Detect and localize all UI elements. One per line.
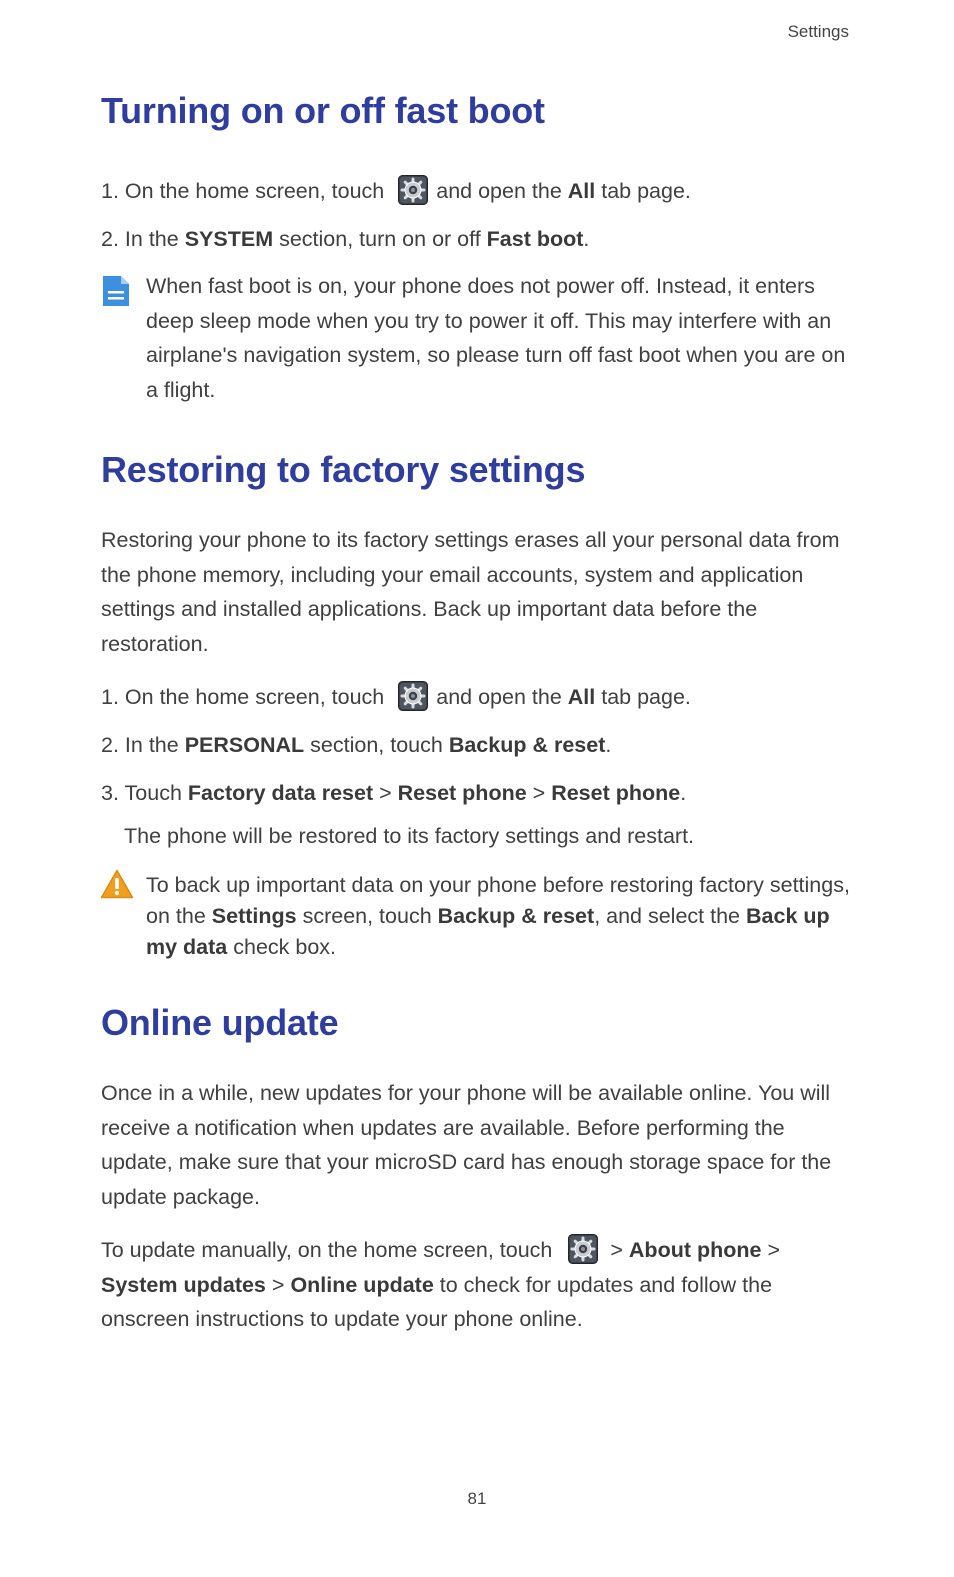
step-text: tab page. <box>601 179 691 203</box>
warning-text: check box. <box>233 935 337 959</box>
manual-text: To update manually, on the home screen, touch <box>101 1238 553 1262</box>
system-updates-label: System updates <box>101 1272 266 1297</box>
system-section-label: SYSTEM <box>184 227 274 251</box>
separator: > <box>271 1272 285 1297</box>
fast-boot-step-2 <box>101 222 589 256</box>
step-number: 2. <box>101 733 119 757</box>
factory-data-reset-label: Factory data reset <box>187 781 374 805</box>
factory-warning <box>146 870 858 963</box>
note-icon <box>101 274 131 308</box>
settings-gear-icon <box>398 681 428 711</box>
backup-reset-label: Backup & reset <box>448 733 606 757</box>
step-text: . <box>583 227 590 251</box>
separator: > <box>610 1238 623 1262</box>
fast-boot-label: Fast boot <box>486 227 584 251</box>
step-text: and open the <box>436 685 562 709</box>
step-text: and open the <box>436 179 562 203</box>
step-number: 3. <box>101 781 119 805</box>
factory-intro: Restoring your phone to its factory settings erases all your personal data from the phone memory, including your email accounts, system and application settings and installed applications. Back up important data before the restoration. <box>101 528 840 656</box>
step-text: On the home screen, touch <box>124 685 385 709</box>
factory-step-3 <box>101 776 686 810</box>
step-text: tab page. <box>601 685 691 709</box>
all-tab-label: All <box>567 685 596 709</box>
personal-section-label: PERSONAL <box>184 733 305 757</box>
warning-text: screen, touch <box>302 904 432 928</box>
reset-phone-label: Reset phone <box>397 781 527 805</box>
heading-online-update: Online update <box>101 1002 339 1043</box>
fast-boot-note: When fast boot is on, your phone does not power off. Instead, it enters deep sleep mode when you try to power it off. This may interfere with an airplane's navigation system, so please turn off fast boot when you are on a flight. <box>146 274 846 402</box>
step-number: 1. <box>101 685 119 709</box>
step-number: 1. <box>101 179 119 203</box>
manual-text: to check for updates and follow the onscreen instructions to update your phone online. <box>101 1272 773 1331</box>
separator: > <box>379 781 392 805</box>
backup-reset-label: Backup & reset <box>437 904 595 928</box>
heading-factory-reset: Restoring to factory settings <box>101 449 586 490</box>
step-text: section, turn on or off <box>279 227 481 251</box>
step-text: On the home screen, touch <box>124 179 385 203</box>
step-text: . <box>605 733 612 757</box>
settings-gear-icon <box>398 175 428 205</box>
warning-icon <box>100 869 134 899</box>
warning-text: , and select the <box>594 904 741 928</box>
running-header: Settings <box>787 22 849 41</box>
fast-boot-step-1 <box>101 174 691 208</box>
online-update-label: Online update <box>290 1272 434 1297</box>
page-number: 81 <box>467 1489 487 1508</box>
factory-step-1 <box>101 680 691 714</box>
step-text: In the <box>124 733 179 757</box>
settings-gear-icon <box>568 1234 598 1264</box>
heading-fast-boot: Turning on or off fast boot <box>101 90 545 131</box>
warning-text: To back up important data on your phone before restoring factory settings, on the <box>146 873 850 928</box>
factory-result: The phone will be restored to its factory settings and restart. <box>124 824 695 848</box>
step-text: In the <box>124 227 179 251</box>
step-number: 2. <box>101 227 119 251</box>
online-intro: Once in a while, new updates for your phone will be available online. You will receive a notification when updates are available. Before performing the update, make sure that your microSD card has enough storage space for the update package. <box>101 1081 832 1209</box>
factory-step-2 <box>101 728 611 762</box>
reset-phone-confirm-label: Reset phone <box>551 781 681 805</box>
settings-label: Settings <box>211 904 297 928</box>
separator: > <box>532 781 546 805</box>
all-tab-label: All <box>567 179 596 203</box>
online-manual <box>101 1233 861 1337</box>
separator: > <box>767 1238 781 1262</box>
step-text: section, touch <box>310 733 443 757</box>
step-text: . <box>680 781 687 805</box>
about-phone-label: About phone <box>628 1238 762 1262</box>
back-up-my-data-label: Back up my data <box>146 904 830 959</box>
step-text: Touch <box>124 781 182 805</box>
